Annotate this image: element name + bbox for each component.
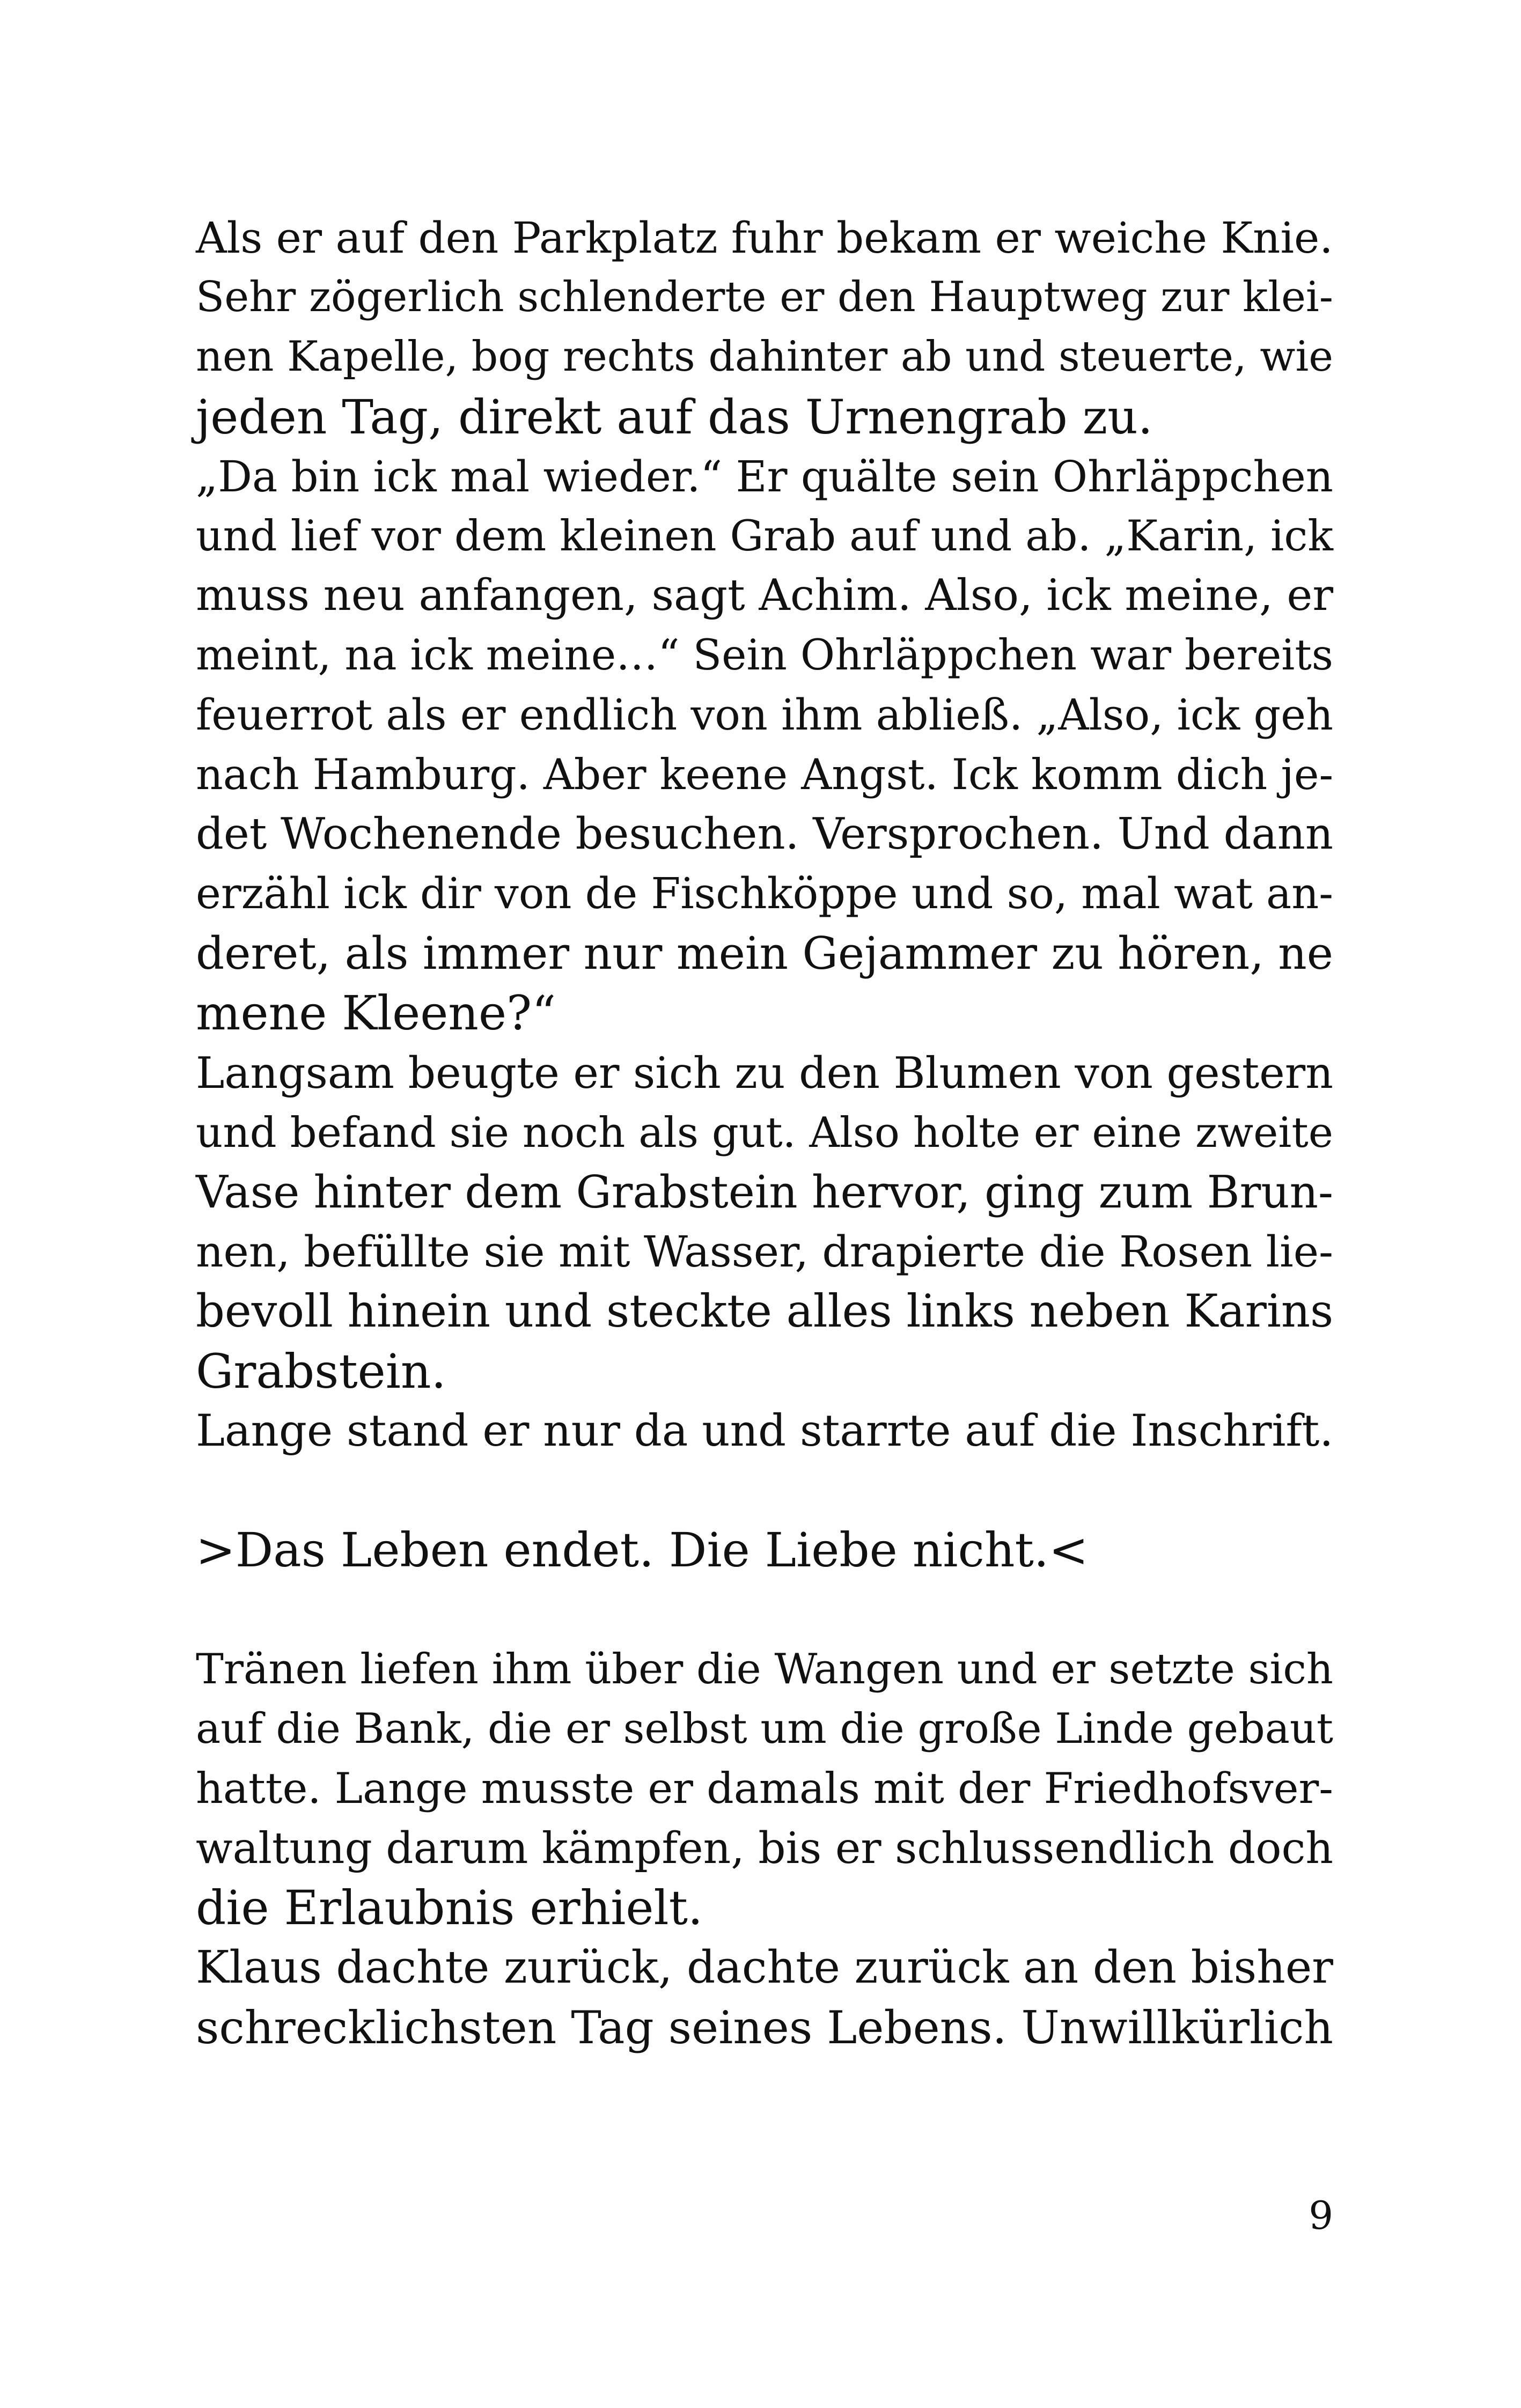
- text-line: det Wochenende besuchen. Versprochen. Und dann: [196, 808, 1333, 859]
- text-line: deret, als immer nur mein Gejammer zu hören, ne: [196, 927, 1333, 980]
- text-line: feuerrot als er endlich von ihm abließ. „Also, ick geh: [196, 690, 1333, 740]
- text-line: bevoll hinein und steckte alles links neben Karins: [196, 1285, 1334, 1338]
- text-line: hatte. Lange musste er damals mit der Friedhofsver-: [196, 1763, 1333, 1813]
- text-line: muss neu anfangen, sagt Achim. Also, ick meine, er: [196, 570, 1333, 621]
- text-line: die Erlaubnis erhielt.: [196, 1880, 703, 1936]
- page-number: 9: [1309, 2193, 1333, 2238]
- text-line: Vase hinter dem Grabstein hervor, ging zum Brun-: [196, 1166, 1333, 1218]
- text-line: und befand sie noch als gut. Also holte er eine zweite: [196, 1108, 1333, 1157]
- text-line: auf die Bank, die er selbst um die große Linde gebaut: [196, 1704, 1333, 1753]
- text-line: Grabstein.: [196, 1343, 446, 1399]
- text-line: >Das Leben endet. Die Liebe nicht.<: [196, 1522, 1089, 1578]
- text-line: meint, na ick meine…“ Sein Ohrläppchen war bereits: [196, 631, 1333, 680]
- text-line: nen, befüllte sie mit Wasser, drapierte die Rosen lie-: [196, 1227, 1333, 1277]
- text-line: schrecklichsten Tag seines Lebens. Unwillkürlich: [196, 2000, 1333, 2054]
- text-line: „Da bin ick mal wieder.“ Er quälte sein Ohrläppchen: [196, 451, 1333, 502]
- text-line: Tränen liefen ihm über die Wangen und er setzte sich: [196, 1645, 1333, 1693]
- text-line: waltung darum kämpfen, bis er schlussendlich doch: [196, 1823, 1333, 1874]
- text-line: Lange stand er nur da und starrte auf die Inschrift.: [196, 1405, 1334, 1456]
- text-line: nach Hamburg. Aber keene Angst. Ick komm dich je-: [196, 749, 1334, 799]
- text-line: Sehr zögerlich schlenderte er den Hauptweg zur klei-: [196, 273, 1333, 322]
- blank-line: [196, 1461, 1333, 1520]
- blank-line: [196, 1580, 1333, 1639]
- text-line: mene Kleene?“: [196, 985, 556, 1041]
- text-line: Langsam beugte er sich zu den Blumen von gestern: [196, 1047, 1333, 1098]
- text-line: Klaus dachte zurück, dachte zurück an den bisher: [196, 1941, 1333, 1994]
- text-line: nen Kapelle, bog rechts dahinter ab und steuerte, wie: [196, 333, 1333, 381]
- text-line: jeden Tag, direkt auf das Urnengrab zu.: [196, 389, 1153, 445]
- body-text: [196, 208, 1333, 2057]
- text-line: erzähl ick dir von de Fischköppe und so, mal wat an-: [196, 869, 1333, 919]
- text-line: Als er auf den Parkplatz fuhr bekam er weiche Knie.: [196, 213, 1333, 263]
- text-line: und lief vor dem kleinen Grab auf und ab. „Karin, ick: [196, 511, 1333, 561]
